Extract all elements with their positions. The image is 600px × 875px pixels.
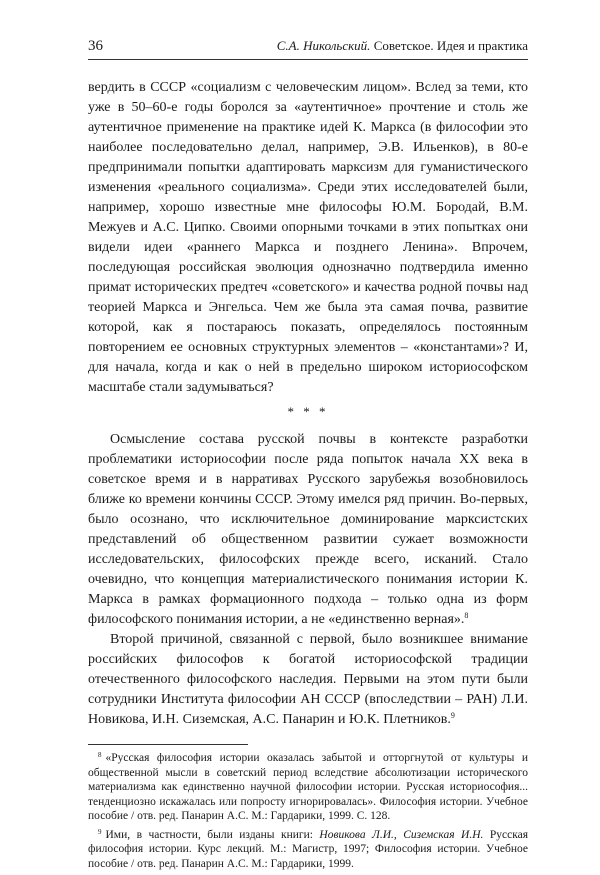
- footnote-ref-8: 8: [464, 611, 469, 620]
- footnote-9-lead: Ими, в частности, были изданы книги:: [105, 828, 313, 841]
- footnote-ref-9: 9: [450, 711, 455, 720]
- footnote-9-mark: 9: [98, 827, 102, 836]
- section-separator: * * *: [287, 404, 329, 419]
- paragraph-1: вердить в СССР «социализм с человеческим лицом». Вслед за теми, кто уже в 50–60-е годы боролся за «аутентичное» прочтение и столь же аутентичное применение на практике идей К. Маркса (в философии это наиболее последовательно делал, например, Э.В. Ильенков), в 80-е предпринимали попытки адаптировать марксизм для гуманистического изменения «реального социализма». Среди этих исследователей были, например, хорошо известные мне философы Ю.М. Бородай, В.М. Межуев и А.С. Ципко. Своими опорными точками в этих попытках они видели идеи «раннего Маркса и позднего Ленина». Впрочем, последующая российская эволюция однозначно подтвердила именно примат исторических предтеч «советского» и качества родной почвы над теорией Маркса и Энгельса. Чем же была эта самая почва, развитие которой, как я постараюсь показать, определялось постоянным повторением ее основных структурных элементов – «константами»? И, для начала, когда и как о ней в предельно широком историософском масштабе стали задумываться?: [88, 80, 528, 395]
- footnote-8-text: «Русская философия истории оказалась забытой и отторгнутой от культуры и общественной мысли в советский период вследствие абсолютизации исторического материализма как единственно научной философии истории. Русская историософия... тенденциозно искажалась или попросту игнорировалась». Философия истории. Учебное пособие / отв. ред. Панарин А.С. М.: Гардарики, 1999. С. 128.: [88, 752, 528, 822]
- page-number: 36: [88, 38, 103, 54]
- running-title-book: Советское. Идея и практика: [373, 38, 528, 53]
- running-title: [277, 38, 528, 54]
- footnote-9-authors: Новикова Л.И., Сиземская И.Н.: [319, 828, 484, 841]
- footnote-9-rest: Русская философия истории. Курс лекций. М.: Магистр, 1997; Философия истории. Учебное пособие / отв. ред. Панарин А.С. М.: Гардарики, 1999.: [88, 828, 529, 870]
- footnote-9: [88, 828, 528, 872]
- paragraph-3-text: Второй причиной, связанной с первой, было возникшее внимание российских философов к богатой историософской традиции отечественного философского наследия. Первыми на этом пути были сотрудники Института философии АН СССР (впоследствии – РАН) Л.И. Новикова, И.Н. Сиземская, А.С. Панарин и Ю.К. Плетников.: [88, 632, 528, 727]
- running-title-author: С.А. Никольский.: [276, 38, 371, 53]
- paragraph-2: [88, 430, 528, 630]
- book-page: [88, 38, 528, 875]
- paragraph-3: [88, 630, 528, 730]
- footnote-8: [88, 751, 528, 824]
- footnote-divider: [88, 744, 248, 745]
- body-text: [88, 78, 528, 730]
- footnote-8-mark: 8: [98, 751, 102, 759]
- paragraph-2-text: Осмысление состава русской почвы в контексте разработки проблематики историософии после ряда попыток начала XX века в советское время и в нарративах Русского зарубежья возобновилось ближе ко времени кончины СССР. Этому имелся ряд причин. Во-первых, было осознано, что исключительное доминирование марксистских представлений об общественном развитии сужает возможности исследовательских, философских прежде всего, исканий. Стало очевидно, что концепция материалистического понимания истории К. Маркса в рамках формационного подхода – только одна из форм философского понимания истории, а не «единственно верная».: [88, 432, 528, 627]
- running-head: [88, 38, 528, 60]
